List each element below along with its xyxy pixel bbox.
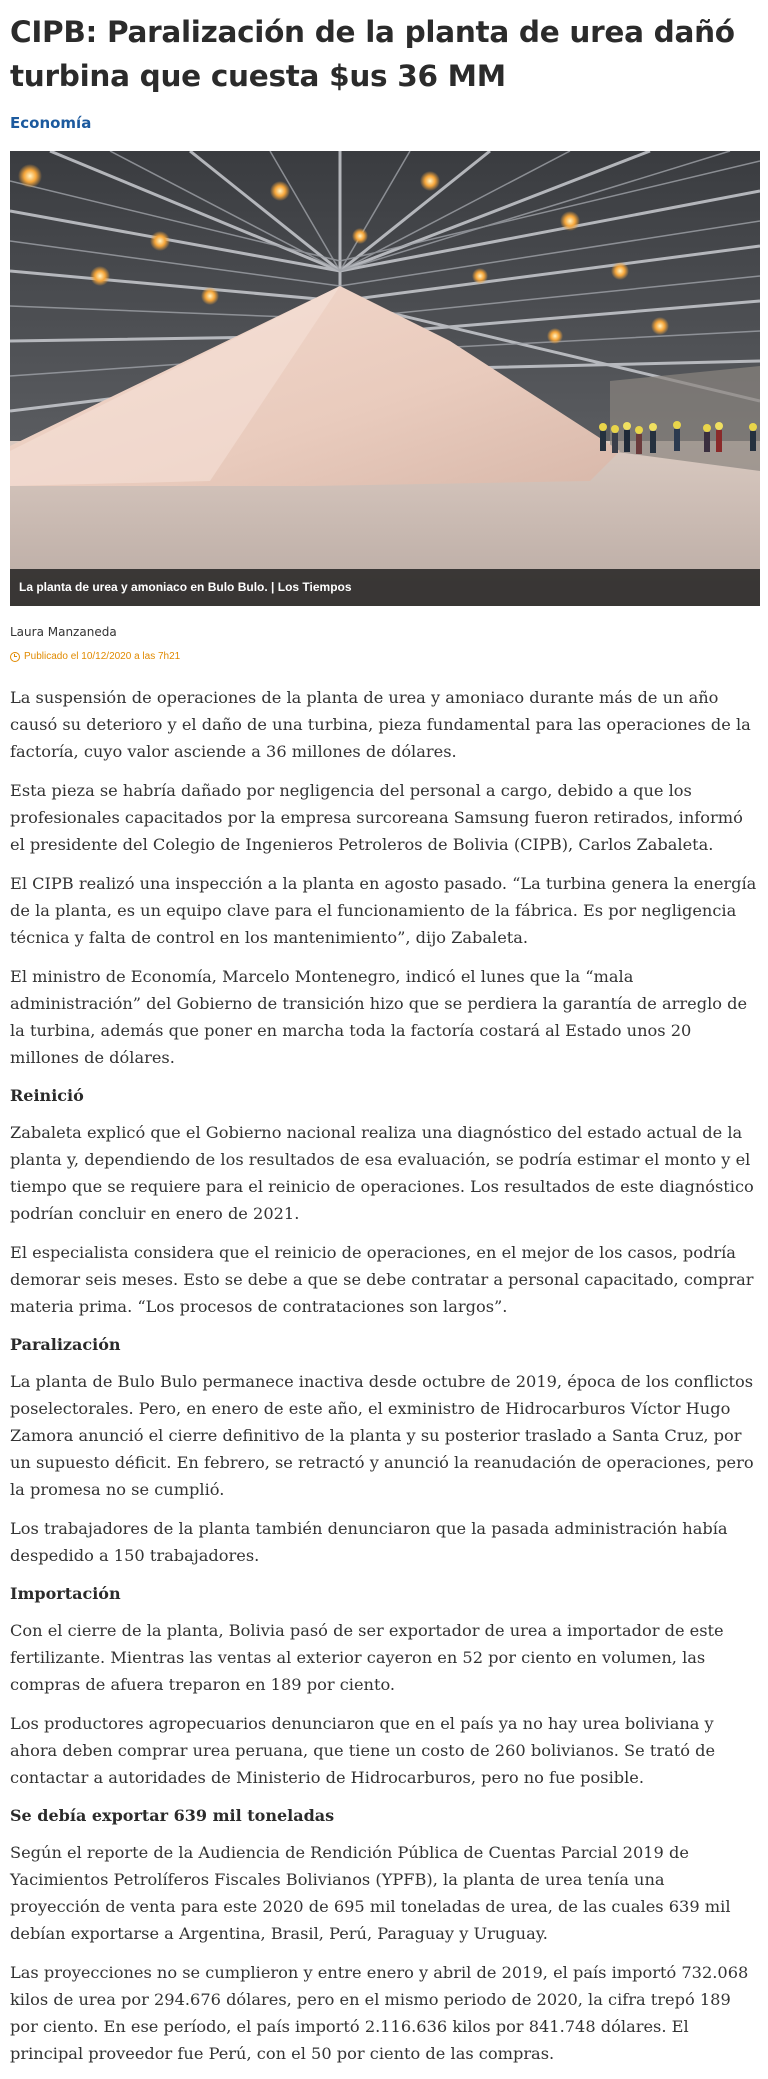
- subheading-importacion: Importación: [10, 1584, 121, 1603]
- article-author: Laura Manzaneda: [10, 625, 117, 639]
- paragraph: La suspensión de operaciones de la planta de urea y amoniaco durante más de un año causó su deterioro y el daño de una turbina, pieza fundamental para las operaciones de la factoría, cuyo valor asciende a 36 millones de dólares.: [10, 688, 751, 761]
- subheading-exportar: Se debía exportar 639 mil toneladas: [10, 1806, 335, 1825]
- paragraph: El especialista considera que el reinicio de operaciones, en el mejor de los casos, podría demorar seis meses. Esto se debe a que se debe contratar a personal capacitado, comprar materia prima. “Los procesos de contrataciones son largos”.: [10, 1243, 754, 1316]
- paragraph: El ministro de Economía, Marcelo Montenegro, indicó el lunes que la “mala administración” del Gobierno de transición hizo que se perdiera la garantía de arreglo de la turbina, además que poner en marcha toda la factoría costará al Estado unos 20 millones de dólares.: [10, 967, 748, 1067]
- paragraph: Los productores agropecuarios denunciaron que en el país ya no hay urea boliviana y ahora deben comprar urea peruana, que tiene un costo de 260 bolivianos. Se trató de contactar a autoridades de Ministerio de Hidrocarburos, pero no fue posible.: [10, 1714, 716, 1787]
- article-body: [10, 684, 758, 2079]
- urea-warehouse-photo: [10, 151, 760, 606]
- paragraph: Los trabajadores de la planta también denunciaron que la pasada administración había despedido a 150 trabajadores.: [10, 1519, 728, 1565]
- subheading-paralizacion: Paralización: [10, 1335, 121, 1354]
- photo-caption: La planta de urea y amoniaco en Bulo Bulo. | Los Tiempos: [10, 569, 760, 606]
- paragraph: Las proyecciones no se cumplieron y entre enero y abril de 2019, el país importó 732.068 kilos de urea por 294.676 dólares, pero en el mismo periodo de 2020, la cifra trepó 189 por ciento. En ese período, el país importó 2.116.636 kilos por 841.748 dólares. El principal proveedor fue Perú, con el 50 por ciento de las compras.: [10, 1963, 749, 2063]
- paragraph: El CIPB realizó una inspección a la planta en agosto pasado. “La turbina genera la energía de la planta, es un equipo clave para el funcionamiento de la fábrica. Es por negligencia técnica y falta de control en los mantenimiento”, dijo Zabaleta.: [10, 874, 757, 947]
- paragraph: Esta pieza se habría dañado por negligencia del personal a cargo, debido a que los profesionales capacitados por la empresa surcoreana Samsung fueron retirados, informó el presidente del Colegio de Ingenieros Petroleros de Bolivia (CIPB), Carlos Zabaleta.: [10, 781, 743, 854]
- subheading-reinicio: Reinició: [10, 1086, 84, 1105]
- publish-date: [10, 651, 180, 662]
- article-photo: [10, 151, 760, 606]
- section-link[interactable]: Economía: [10, 114, 92, 132]
- article-headline: CIPB: Paralización de la planta de urea dañó turbina que cuesta $us 36 MM: [10, 15, 735, 93]
- clock-icon: [10, 652, 20, 662]
- publish-date-text: Publicado el 10/12/2020 a las 7h21: [24, 651, 181, 662]
- paragraph: Con el cierre de la planta, Bolivia pasó de ser exportador de urea a importador de este fertilizante. Mientras las ventas al exterior cayeron en 52 por ciento en volumen, las compras de afuera treparon en 189 por ciento.: [10, 1621, 724, 1694]
- paragraph: Zabaleta explicó que el Gobierno nacional realiza una diagnóstico del estado actual de la planta y, dependiendo de los resultados de esa evaluación, se podría estimar el monto y el tiempo que se requiere para el reinicio de operaciones. Los resultados de este diagnóstico podrían concluir en enero de 2021.: [10, 1123, 754, 1223]
- paragraph: Según el reporte de la Audiencia de Rendición Pública de Cuentas Parcial 2019 de Yacimientos Petrolíferos Fiscales Bolivianos (YPFB), la planta de urea tenía una proyección de venta para este 2020 de 695 mil toneladas de urea, de las cuales 639 mil debían exportarse a Argentina, Brasil, Perú, Paraguay y Uruguay.: [10, 1843, 731, 1943]
- paragraph: La planta de Bulo Bulo permanece inactiva desde octubre de 2019, época de los conflictos poselectorales. Pero, en enero de este año, el exministro de Hidrocarburos Víctor Hugo Zamora anunció el cierre definitivo de la planta y su posterior traslado a Santa Cruz, por un supuesto déficit. En febrero, se retractó y anunció la reanudación de operaciones, pero la promesa no se cumplió.: [10, 1372, 754, 1499]
